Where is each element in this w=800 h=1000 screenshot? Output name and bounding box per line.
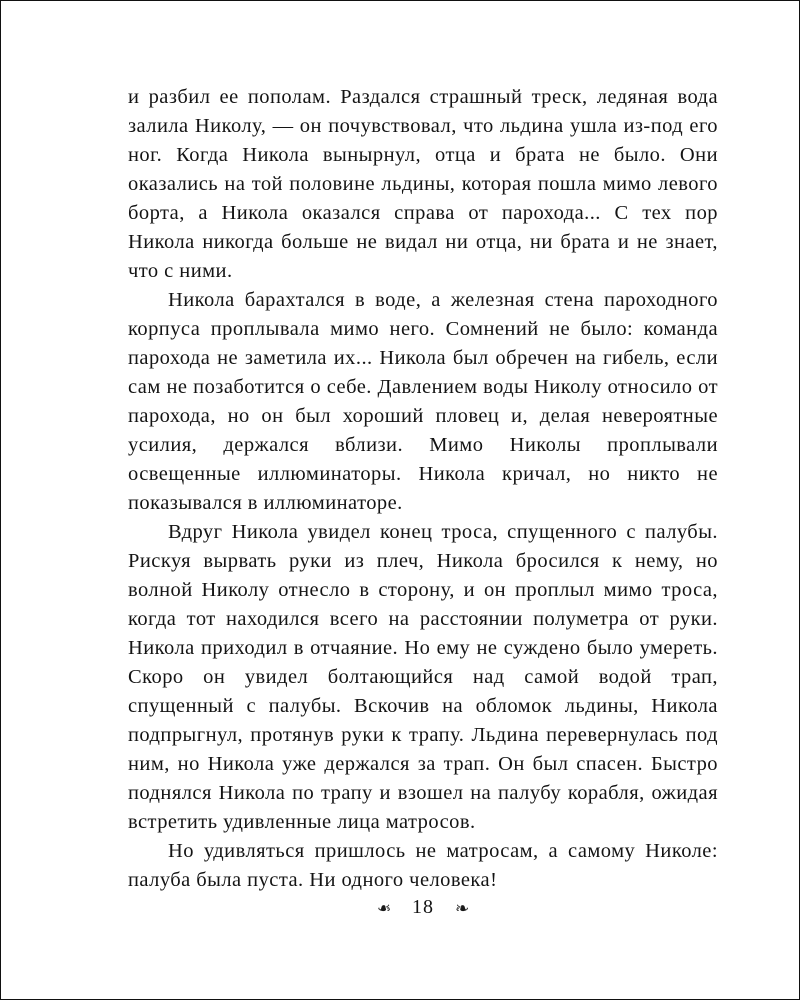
page-footer	[128, 894, 718, 922]
body-text	[128, 83, 718, 895]
floral-ornament-left-icon: ❧	[376, 899, 391, 918]
paragraph: и разбил ее пополам. Раздался страшный треск, ледяная вода залила Николу, — он почувствовал, что льдина ушла из-под его ног. Когда Никола вынырнул, отца и брата не было. Они оказались на той половине льдины, которая пошла мимо левого борта, а Никола оказался справа от парохода... С тех пор Никола никогда больше не видал ни отца, ни брата и не знает, что с ними.	[128, 86, 718, 282]
page-number: 18	[412, 896, 434, 918]
paragraph: Но удивляться пришлось не матросам, а самому Николе: палуба была пуста. Ни одного человека!	[128, 840, 718, 891]
paragraph: Никола барахтался в воде, а железная стена пароходного корпуса проплывала мимо него. Сомнений не было: команда парохода не заметила их... Никола был обречен на гибель, если сам не позаботится о себе. Давлением воды Николу относило от парохода, но он был хороший пловец и, делая невероятные усилия, держался вблизи. Мимо Николы проплывали освещенные иллюминаторы. Никола кричал, но никто не показывался в иллюминаторе.	[128, 289, 718, 514]
floral-ornament-right-icon: ❧	[455, 899, 470, 918]
paragraph: Вдруг Никола увидел конец троса, спущенного с палубы. Рискуя вырвать руки из плеч, Никола бросился к нему, но волной Николу отнесло в сторону, и он проплыл мимо троса, когда тот находился всего на расстоянии полуметра от руки. Никола приходил в отчаяние. Но ему не суждено было умереть. Скоро он увидел болтающийся над самой водой трап, спущенный с палубы. Вскочив на обломок льдины, Никола подпрыгнул, протянув руки к трапу. Льдина перевернулась под ним, но Никола уже держался за трап. Он был спасен. Быстро поднялся Никола по трапу и взошел на палубу корабля, ожидая встретить удивленные лица матросов.	[128, 521, 718, 833]
